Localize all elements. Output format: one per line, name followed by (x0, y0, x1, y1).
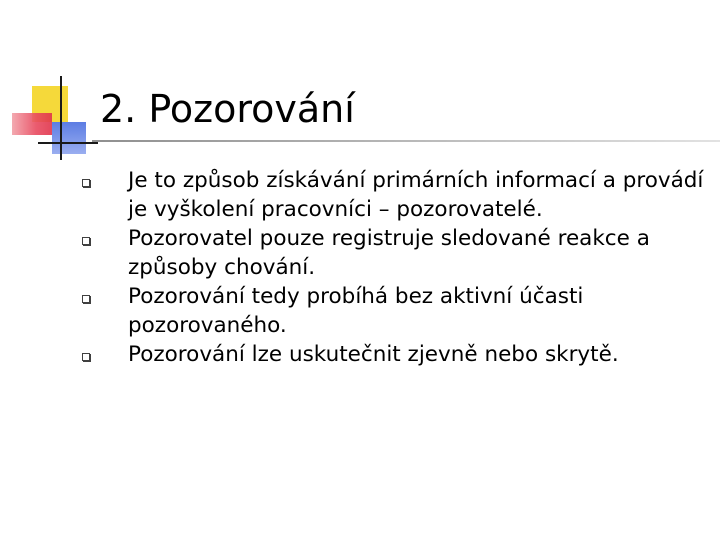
square-bullet-icon (82, 179, 90, 187)
logo-red-bar (12, 113, 52, 135)
title-underline (92, 140, 720, 142)
bullet-item (82, 282, 712, 340)
bullet-item (82, 166, 712, 224)
decorative-logo (0, 0, 100, 170)
bullet-item (82, 224, 712, 282)
square-bullet-icon (82, 295, 90, 303)
slide-title: 2. Pozorování (100, 87, 355, 131)
logo-blue-square (52, 122, 86, 154)
logo-horizontal-line (38, 142, 98, 144)
bullet-list (82, 166, 712, 369)
square-bullet-icon (82, 237, 90, 245)
bullet-text: Pozorování tedy probíhá bez aktivní účasti pozorovaného. (128, 284, 584, 338)
bullet-text: Pozorování lze uskutečnit zjevně nebo skrytě. (128, 342, 619, 367)
bullet-text: Je to způsob získávání primárních informací a provádí je vyškolení pracovníci – pozorovatelé. (128, 168, 704, 222)
logo-vertical-line (60, 76, 62, 160)
square-bullet-icon (82, 353, 90, 361)
bullet-item (82, 340, 712, 369)
bullet-text: Pozorovatel pouze registruje sledované reakce a způsoby chování. (128, 226, 650, 280)
